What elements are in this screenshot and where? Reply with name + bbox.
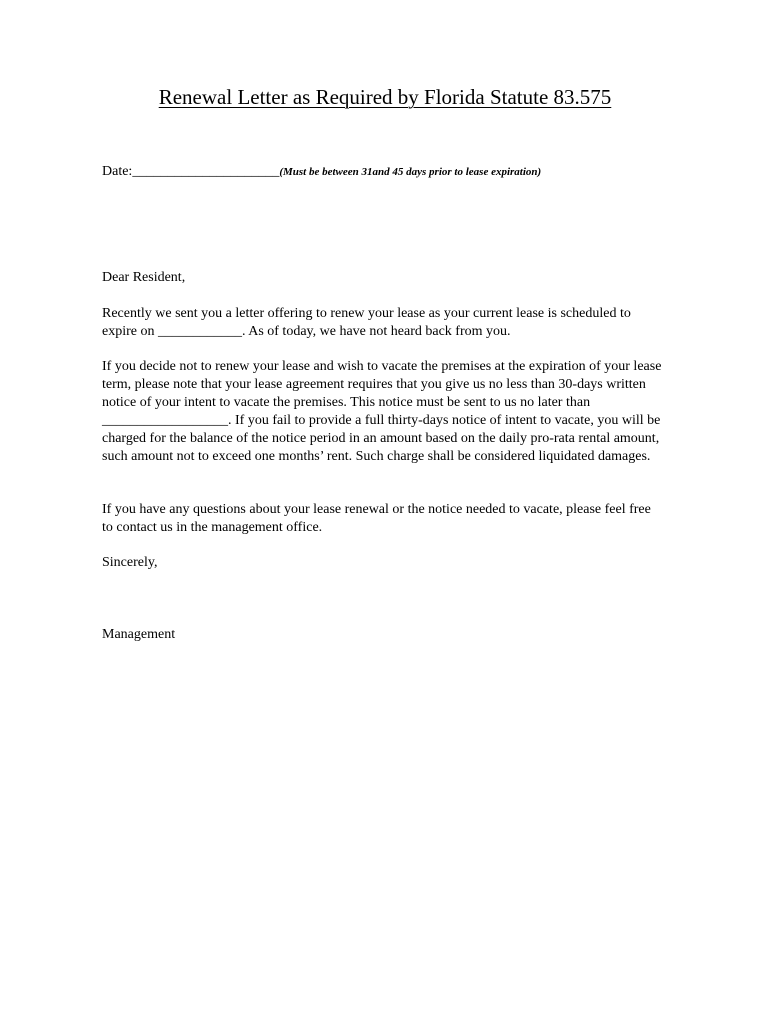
- signature-text: Management: [102, 627, 176, 642]
- closing: [102, 554, 662, 572]
- paragraph-lease-expiration: [102, 305, 662, 341]
- signature: [102, 626, 662, 644]
- date-label: Date:_____________________: [102, 164, 280, 179]
- document-title: Renewal Letter as Required by Florida Statute 83.575: [158, 85, 612, 109]
- paragraph-notice-requirement: [102, 358, 662, 466]
- date-line: [102, 162, 541, 182]
- paragraph-text: If you have any questions about your lease renewal or the notice needed to vacate, please feel free to contact us in the management office.: [102, 502, 651, 535]
- date-note: (Must be between 31and 45 days prior to lease expiration): [279, 166, 542, 178]
- paragraph-text: Recently we sent you a letter offering to renew your lease as your current lease is scheduled to expire on ____________. As of today, we have not heard back from you.: [102, 306, 631, 339]
- greeting-text: Dear Resident,: [102, 270, 186, 285]
- paragraph-text: If you decide not to renew your lease and wish to vacate the premises at the expiration of your lease term, please note that your lease agreement requires that you give us no less than 30-days written notice of your intent to vacate the premises. This notice must be sent to us no later than __________________. If you fail to provide a full thirty-days notice of intent to vacate, you will be charged for the balance of the notice period in an amount based on the daily pro-rata rental amount, such amount not to exceed one months’ rent. Such charge shall be considered liquidated damages.: [102, 359, 662, 464]
- paragraph-contact: [102, 501, 662, 537]
- greeting: [102, 269, 662, 287]
- closing-text: Sincerely,: [102, 555, 158, 570]
